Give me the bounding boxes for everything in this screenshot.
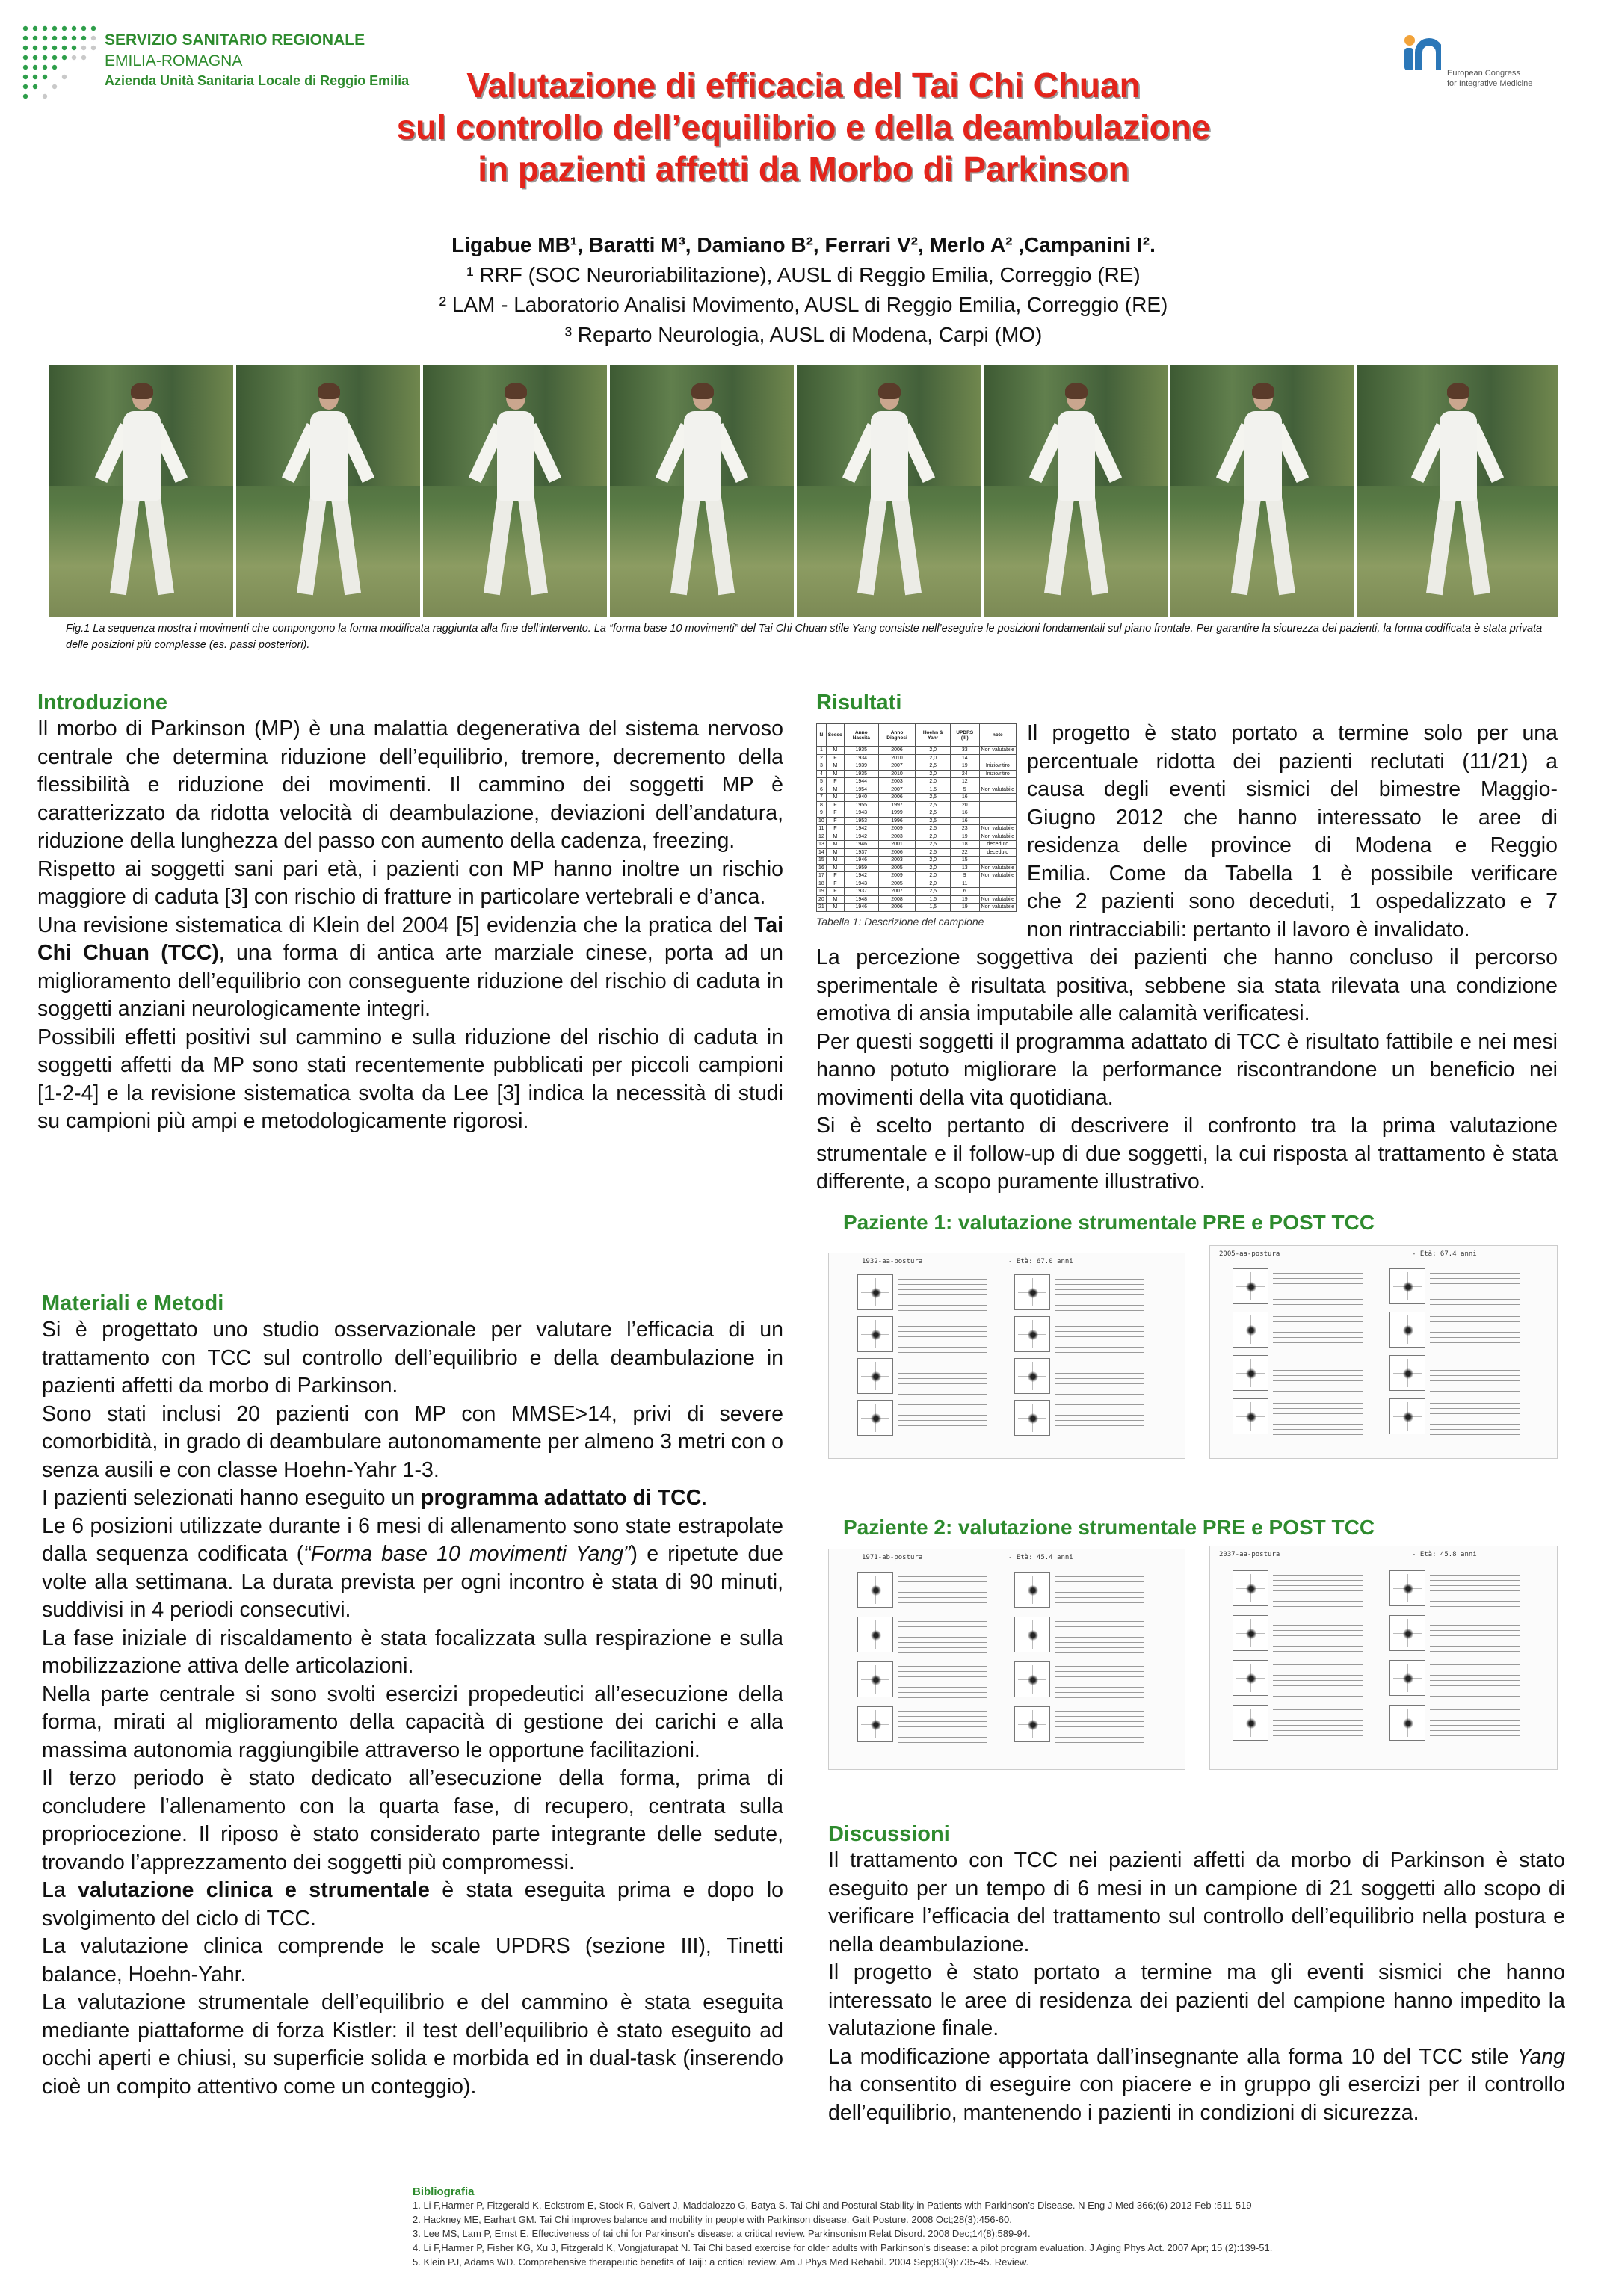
ecim-logo bbox=[1396, 30, 1568, 97]
plot-age: - Età: 67.4 anni bbox=[1412, 1250, 1477, 1258]
table-cell: F bbox=[826, 801, 844, 809]
table-cell: 2005 bbox=[878, 864, 916, 872]
table-cell: 1942 bbox=[844, 872, 878, 880]
discussion-paragraph bbox=[828, 2043, 1565, 2128]
table-cell: 2,5 bbox=[916, 801, 950, 809]
table-header-cell: Anno Diagnosi bbox=[878, 724, 916, 747]
results-line: non rintracciabili: pertanto il lavoro è invalidato. bbox=[1027, 917, 1470, 942]
plot-id: 2005-aa-postura bbox=[1219, 1250, 1280, 1258]
table-cell: 7 bbox=[817, 794, 827, 802]
table-cell: 23 bbox=[950, 825, 979, 833]
plot-age: - Età: 67.0 anni bbox=[1008, 1258, 1073, 1265]
table-cell: 18 bbox=[950, 841, 979, 849]
dot-grid-icon bbox=[21, 24, 99, 102]
table-row bbox=[817, 770, 1017, 778]
table-cell: 1997 bbox=[878, 801, 916, 809]
tai-chi-photo bbox=[797, 365, 981, 617]
table-header-row bbox=[817, 724, 1017, 747]
table-cell: M bbox=[826, 762, 844, 771]
table-row bbox=[817, 786, 1017, 794]
ecim-mark-icon bbox=[1396, 30, 1441, 75]
table-cell: M bbox=[826, 904, 844, 912]
table-cell: 19 bbox=[950, 895, 979, 904]
table-cell: 12 bbox=[817, 833, 827, 841]
table-cell: 33 bbox=[950, 747, 979, 755]
bibliography-item: 5. Klein PJ, Adams WD. Comprehensive therapeutic benefits of Taiji: a critical review. Am J Phys Med Rehabil. 2004 Sep;83(9):735-45. Review. bbox=[413, 2256, 1029, 2268]
table-cell: 1935 bbox=[844, 770, 878, 778]
table-cell bbox=[979, 801, 1016, 809]
table-cell: 2,5 bbox=[916, 817, 950, 825]
table-cell bbox=[979, 817, 1016, 825]
authors-block bbox=[224, 230, 1383, 350]
intro-body bbox=[37, 715, 783, 1136]
table-cell: Non valutabile bbox=[979, 872, 1016, 880]
table-cell: 13 bbox=[817, 841, 827, 849]
methods-heading: Materiali e Metodi bbox=[42, 1292, 224, 1315]
plot-age: - Età: 45.8 anni bbox=[1412, 1551, 1477, 1558]
table-cell: 1944 bbox=[844, 778, 878, 786]
sample-table-grid bbox=[816, 723, 1017, 912]
table-row bbox=[817, 864, 1017, 872]
results-body bbox=[816, 944, 1558, 1197]
table-caption: Tabella 1: Descrizione del campione bbox=[816, 915, 984, 928]
table-row bbox=[817, 747, 1017, 755]
table-cell: 2,5 bbox=[916, 825, 950, 833]
table-cell: 1934 bbox=[844, 754, 878, 762]
table-cell: 2007 bbox=[878, 888, 916, 896]
table-row bbox=[817, 809, 1017, 818]
results-paragraph: La percezione soggettiva dei pazienti che hanno concluso il percorso sperimentale è risultata positiva, sebbene sia stata rilevata una condizione emotiva di ansia imputabile alle calamità verificatesi. bbox=[816, 945, 1558, 1025]
sample-table bbox=[816, 723, 1017, 928]
table-row bbox=[817, 888, 1017, 896]
patient-2-title: Paziente 2: valutazione strumentale PRE e POST TCC bbox=[843, 1516, 1375, 1539]
table-cell: F bbox=[826, 872, 844, 880]
table-cell: Non valutabile bbox=[979, 833, 1016, 841]
table-row bbox=[817, 848, 1017, 857]
methods-paragraph bbox=[42, 1484, 783, 1513]
table-cell: 2,0 bbox=[916, 754, 950, 762]
results-side-text bbox=[1027, 720, 1558, 944]
table-cell: M bbox=[826, 770, 844, 778]
table-cell: 2,0 bbox=[916, 747, 950, 755]
bibliography-section bbox=[413, 2185, 1564, 2269]
table-cell: 2,0 bbox=[916, 833, 950, 841]
title-line-3: in pazienti affetti da Morbo di Parkinson bbox=[478, 149, 1129, 188]
intro-heading: Introduzione bbox=[37, 691, 167, 715]
table-cell: 16 bbox=[950, 809, 979, 818]
table-cell: Non valutabile bbox=[979, 904, 1016, 912]
table-cell: 3 bbox=[817, 762, 827, 771]
table-cell: Inizio/ritiro bbox=[979, 762, 1016, 771]
methods-paragraph: Sono stati inclusi 20 pazienti con MP con MMSE>14, privi di severe comorbidità, in grado di deambulare autonomamente per almeno 3 metri con o senza ausili e con classe Hoehn-Yahr 1-3. bbox=[42, 1401, 783, 1482]
table-row bbox=[817, 833, 1017, 841]
affiliation-2: ² LAM - Laboratorio Analisi Movimento, AUSL di Reggio Emilia, Correggio (RE) bbox=[439, 293, 1168, 316]
methods-paragraph: Il terzo periodo è stato dedicato all’esecuzione della forma, prima di concludere l’allenamento con la quarta fase, di recupero, centrata sulla propriocezione. Il riposo è stato considerato parte integrante delle sedute, trovando l’apprezzamento dei soggetti più compromessi. bbox=[42, 1766, 783, 1874]
form-name: “Forma base 10 movimenti Yang” bbox=[303, 1542, 631, 1566]
table-cell: 1,5 bbox=[916, 904, 950, 912]
bibliography-item: 1. Li F,Harmer P, Fitzgerald K, Eckstrom E, Stock R, Galvert J, Maddalozzo G, Batya S. Tai Chi and Postural Stability in Patients with Parkinson’s Disease. N Eng J Med 366;(6) 2012 Feb :511-519 bbox=[413, 2200, 1252, 2211]
methods-paragraph: Si è progettato uno studio osservazionale per valutare l’efficacia di un trattamento con TCC sul controllo dell’equilibrio e della deambulazione in pazienti affetti da morbo di Parkinson. bbox=[42, 1318, 783, 1398]
table-row bbox=[817, 825, 1017, 833]
methods-body bbox=[42, 1316, 783, 2101]
table-cell: 1955 bbox=[844, 801, 878, 809]
results-line: residenza delle province di Modena e Reggio bbox=[1027, 833, 1558, 857]
bibliography-heading: Bibliografia bbox=[413, 2185, 475, 2198]
table-cell: 18 bbox=[817, 880, 827, 888]
table-cell: Non valutabile bbox=[979, 864, 1016, 872]
table-cell: 19 bbox=[950, 904, 979, 912]
table-cell: 1,5 bbox=[916, 895, 950, 904]
table-cell: 2,5 bbox=[916, 794, 950, 802]
table-cell: 9 bbox=[950, 872, 979, 880]
table-header-cell: Sesso bbox=[826, 724, 844, 747]
table-cell: M bbox=[826, 747, 844, 755]
table-cell: M bbox=[826, 794, 844, 802]
methods-paragraph: La valutazione clinica comprende le scale UPDRS (sezione III), Tinetti balance, Hoehn-Yahr. bbox=[42, 1934, 783, 1987]
table-cell: Non valutabile bbox=[979, 747, 1016, 755]
table-cell: 1937 bbox=[844, 888, 878, 896]
table-cell: 2007 bbox=[878, 786, 916, 794]
table-cell: 2,0 bbox=[916, 864, 950, 872]
table-cell bbox=[979, 794, 1016, 802]
ssr-logo-line-2: EMILIA-ROMAGNA bbox=[105, 52, 243, 70]
table-cell: 2,5 bbox=[916, 848, 950, 857]
table-cell: F bbox=[826, 809, 844, 818]
patient-2-pre-plots bbox=[828, 1549, 1185, 1770]
table-cell: F bbox=[826, 817, 844, 825]
evaluation-term: valutazione clinica e strumentale bbox=[78, 1878, 430, 1902]
intro-paragraph: Rispetto ai soggetti sani pari età, i pazienti con MP hanno inoltre un rischio maggiore di caduta [3] con rischio di fratture in particolare vertebrali e d’anca. bbox=[37, 857, 783, 909]
table-cell: 14 bbox=[950, 754, 979, 762]
table-cell: 19 bbox=[950, 833, 979, 841]
intro-text: Una revisione sistematica di Klein del 2004 [5] evidenzia che la pratica del bbox=[37, 913, 754, 937]
plot-id: 1971-ab-postura bbox=[862, 1554, 923, 1561]
table-cell: 2008 bbox=[878, 895, 916, 904]
table-row bbox=[817, 880, 1017, 888]
table-cell: 1948 bbox=[844, 895, 878, 904]
table-cell: Non valutabile bbox=[979, 895, 1016, 904]
discussion-text: ha consentito di eseguire con piacere e in gruppo gli esercizi per il controllo dell’equilibrio, mantenendo i pazienti in condizioni di sicurezza. bbox=[828, 2073, 1565, 2125]
table-cell bbox=[979, 888, 1016, 896]
methods-paragraph bbox=[42, 1513, 783, 1625]
table-cell: 1 bbox=[817, 747, 827, 755]
table-cell: 2,0 bbox=[916, 778, 950, 786]
tai-chi-photo bbox=[49, 365, 233, 617]
table-cell: 1939 bbox=[844, 762, 878, 771]
table-cell: F bbox=[826, 888, 844, 896]
table-cell: 2003 bbox=[878, 857, 916, 865]
tai-chi-photo bbox=[610, 365, 794, 617]
results-line: percentuale ridotta dei pazienti reclutati (11/21) a bbox=[1027, 749, 1558, 774]
tai-chi-photo bbox=[984, 365, 1168, 617]
table-cell: 2,5 bbox=[916, 809, 950, 818]
table-cell: 2010 bbox=[878, 754, 916, 762]
table-row bbox=[817, 895, 1017, 904]
table-row bbox=[817, 794, 1017, 802]
table-cell: 24 bbox=[950, 770, 979, 778]
table-cell: 2006 bbox=[878, 747, 916, 755]
table-cell: 16 bbox=[817, 864, 827, 872]
table-cell: 2010 bbox=[878, 770, 916, 778]
table-cell: 1942 bbox=[844, 833, 878, 841]
table-cell: 2006 bbox=[878, 848, 916, 857]
figure-caption: Fig.1 La sequenza mostra i movimenti che compongono la forma modificata raggiunta alla fine dell’intervento. La “forma base 10 movimenti” del Tai Chi Chuan stile Yang consiste nell’eseguire le posizioni fondamentali sul piano frontale. Per garantire la sicurezza dei pazienti, la forma codificata è stata privata delle posizioni più complesse (es. passi posteriori). bbox=[66, 623, 1543, 651]
table-cell: 2009 bbox=[878, 825, 916, 833]
table-cell: 11 bbox=[950, 880, 979, 888]
methods-paragraph: Nella parte centrale si sono svolti esercizi propedeutici all’esecuzione della forma, mirati al miglioramento della capacità di gestione dei carichi e alla massima autonomia raggiungibile attraverso le opportune facilitazioni. bbox=[42, 1682, 783, 1762]
tai-chi-photo bbox=[423, 365, 607, 617]
patient-1-post-plots bbox=[1209, 1245, 1558, 1459]
intro-section bbox=[37, 691, 783, 1136]
title-line-2: sul controllo dell’equilibrio e della deambulazione bbox=[396, 108, 1211, 146]
table-cell: 2007 bbox=[878, 762, 916, 771]
table-row bbox=[817, 904, 1017, 912]
table-cell: 1935 bbox=[844, 747, 878, 755]
table-cell: 13 bbox=[950, 864, 979, 872]
table-header-cell: UPDRS (III) bbox=[950, 724, 979, 747]
discussion-heading: Discussioni bbox=[828, 1822, 950, 1846]
results-paragraph: Per questi soggetti il programma adattato di TCC è risultato fattibile e nei mesi hanno potuto migliorare la performance riscontrandone un beneficio nei movimenti della vita quotidiana. bbox=[816, 1029, 1558, 1110]
intro-text: , una forma di antica arte marziale cinese, porta ad un miglioramento dell’equilibrio con conseguente riduzione del rischio di caduta in soggetti anziani neurologicamente integri. bbox=[37, 941, 783, 1021]
table-cell: 21 bbox=[817, 904, 827, 912]
table-cell: 17 bbox=[817, 872, 827, 880]
table-cell bbox=[979, 857, 1016, 865]
discussion-text: La modificazione apportata dall’insegnante alla forma 10 del TCC stile bbox=[828, 2044, 1517, 2069]
table-cell: 2001 bbox=[878, 841, 916, 849]
table-cell: 16 bbox=[950, 817, 979, 825]
table-cell: 8 bbox=[817, 801, 827, 809]
table-cell: 2009 bbox=[878, 872, 916, 880]
style-name: Yang bbox=[1517, 2044, 1565, 2069]
table-cell: 1946 bbox=[844, 857, 878, 865]
table-row bbox=[817, 754, 1017, 762]
table-row bbox=[817, 841, 1017, 849]
intro-paragraph: Possibili effetti positivi sul cammino e sulla riduzione del rischio di caduta in soggetti affetti da MP sono stati recentemente pubblicati per piccoli campioni [1-2-4] e la revisione sistematica svolta da Lee [3] indica la necessità di studi su campioni più ampi e metodologicamente rigorosi. bbox=[37, 1025, 783, 1133]
table-cell: M bbox=[826, 857, 844, 865]
table-cell bbox=[979, 809, 1016, 818]
table-cell: Non valutabile bbox=[979, 825, 1016, 833]
table-cell: 12 bbox=[950, 778, 979, 786]
table-cell: 6 bbox=[950, 888, 979, 896]
methods-text: La bbox=[42, 1878, 78, 1902]
ssr-logo-line-1: SERVIZIO SANITARIO REGIONALE bbox=[105, 31, 365, 49]
methods-text: I pazienti selezionati hanno eseguito un bbox=[42, 1486, 422, 1510]
table-cell: 16 bbox=[950, 794, 979, 802]
table-cell: 1946 bbox=[844, 904, 878, 912]
table-cell: 1943 bbox=[844, 809, 878, 818]
results-line: Il progetto è stato portato a termine solo per una bbox=[1027, 721, 1558, 745]
table-cell: 1942 bbox=[844, 825, 878, 833]
table-cell: 2 bbox=[817, 754, 827, 762]
methods-text: Le 6 posizioni utilizzate durante i 6 mesi di allenamento sono state estrapolate dalla sequenza codificata ( bbox=[42, 1513, 783, 1566]
table-cell: M bbox=[826, 841, 844, 849]
methods-text: è stata eseguita prima e dopo lo svolgimento del ciclo di TCC. bbox=[42, 1878, 784, 1931]
plot-id: 1932-aa-postura bbox=[862, 1258, 923, 1265]
table-cell: Inizio/ritiro bbox=[979, 770, 1016, 778]
discussion-body bbox=[828, 1847, 1565, 2127]
tcc-term: Tai Chi Chuan (TCC) bbox=[37, 913, 783, 965]
table-cell: 22 bbox=[950, 848, 979, 857]
table-cell: F bbox=[826, 880, 844, 888]
table-cell: M bbox=[826, 833, 844, 841]
patient-1-title: Paziente 1: valutazione strumentale PRE e POST TCC bbox=[843, 1211, 1375, 1234]
table-cell: 5 bbox=[817, 778, 827, 786]
table-cell: 2005 bbox=[878, 880, 916, 888]
intro-paragraph: Il morbo di Parkinson (MP) è una malattia degenerativa del sistema nervoso centrale che determina riduzione dell’equilibrio, tremore, decremento della flessibilità e riduzione dei movimenti. Il cammino dei soggetti MP è caratterizzato da ridotta velocità di deambulazione, deviazioni dell’andatura, riduzione della lunghezza del passo con aumento della cadenza, freezing. bbox=[37, 717, 783, 853]
results-line: causa degli eventi sismici del bimestre Maggio- bbox=[1027, 777, 1558, 801]
table-cell bbox=[979, 754, 1016, 762]
results-line: che 2 pazienti sono deceduti, 1 ospedalizzato e 7 bbox=[1027, 889, 1558, 913]
table-cell: 4 bbox=[817, 770, 827, 778]
methods-paragraph: La valutazione strumentale dell’equilibrio e del cammino è stata eseguita mediante piattaforme di forza Kistler: il test dell’equilibrio è stato eseguito ad occhi aperti e chiusi, su superficie solida e morbida ed in dual-task (inserendo cioè un compito attentivo come un conteggio). bbox=[42, 1990, 783, 2099]
affiliation-1: ¹ RRF (SOC Neuroriabilitazione), AUSL di Reggio Emilia, Correggio (RE) bbox=[466, 263, 1141, 286]
table-row bbox=[817, 872, 1017, 880]
title-line-1: Valutazione di efficacia del Tai Chi Chuan bbox=[466, 66, 1141, 105]
methods-paragraph: La fase iniziale di riscaldamento è stata focalizzata sulla respirazione e sulla mobilizzazione attiva delle articolazioni. bbox=[42, 1626, 783, 1678]
table-cell bbox=[979, 778, 1016, 786]
table-row bbox=[817, 778, 1017, 786]
table-cell: 10 bbox=[817, 817, 827, 825]
discussion-paragraph: Il progetto è stato portato a termine ma gli eventi sismici che hanno interessato le aree di residenza dei pazienti del campione hanno impedito la valutazione finale. bbox=[828, 1960, 1565, 2040]
table-cell: 19 bbox=[817, 888, 827, 896]
table-cell: deceduto bbox=[979, 848, 1016, 857]
table-cell: F bbox=[826, 825, 844, 833]
table-cell: Non valutabile bbox=[979, 786, 1016, 794]
table-cell: M bbox=[826, 786, 844, 794]
intro-paragraph bbox=[37, 912, 783, 1024]
table-cell: 1943 bbox=[844, 880, 878, 888]
table-row bbox=[817, 762, 1017, 771]
table-cell: 1,5 bbox=[916, 786, 950, 794]
table-cell: 2,5 bbox=[916, 888, 950, 896]
table-cell: 2,0 bbox=[916, 770, 950, 778]
affiliation-3: ³ Reparto Neurologia, AUSL di Modena, Carpi (MO) bbox=[564, 323, 1043, 346]
table-cell: 1999 bbox=[878, 809, 916, 818]
table-cell bbox=[979, 880, 1016, 888]
discussion-section bbox=[828, 1822, 1565, 2127]
table-cell: 1940 bbox=[844, 794, 878, 802]
table-row bbox=[817, 857, 1017, 865]
table-cell: 1996 bbox=[878, 817, 916, 825]
poster-title bbox=[224, 64, 1383, 190]
table-row bbox=[817, 801, 1017, 809]
table-body bbox=[817, 747, 1017, 912]
results-line: Giugno 2012 che hanno interessato le aree di bbox=[1027, 805, 1558, 830]
tai-chi-photo bbox=[1170, 365, 1354, 617]
results-line: Emilia. Come da Tabella 1 è possibile verificare bbox=[1027, 861, 1558, 886]
methods-paragraph bbox=[42, 1877, 783, 1933]
table-cell: 1953 bbox=[844, 817, 878, 825]
table-cell: 1946 bbox=[844, 841, 878, 849]
ssr-logo-line-3: Azienda Unità Sanitaria Locale di Reggio Emilia bbox=[105, 73, 410, 88]
table-cell: 2,5 bbox=[916, 841, 950, 849]
results-heading: Risultati bbox=[816, 691, 902, 715]
results-paragraph: Si è scelto pertanto di descrivere il confronto tra la prima valutazione strumentale e il follow-up di due soggetti, la cui risposta al trattamento è stata differente, a scopo puramente illustrativo. bbox=[816, 1114, 1558, 1194]
table-cell: 1954 bbox=[844, 786, 878, 794]
bibliography-item: 2. Hackney ME, Earhart GM. Tai Chi improves balance and mobility in people with Parkinson disease. Gait Posture. 2008 Oct;28(3):456-60. bbox=[413, 2214, 1012, 2225]
table-cell: 2003 bbox=[878, 778, 916, 786]
bibliography-item: 4. Li F,Harmer P, Fisher KG, Xu J, Fitzgerald K, Vongjaturapat N. Tai Chi based exercise for older adults with Parkinson’s disease: a pilot program evaluation. J Aging Phys Act. 2007 Apr; 15 (2):139-51. bbox=[413, 2242, 1273, 2253]
table-cell: 20 bbox=[817, 895, 827, 904]
table-cell: 2,0 bbox=[916, 880, 950, 888]
patient-2-post-plots bbox=[1209, 1546, 1558, 1770]
methods-section bbox=[42, 1292, 783, 2101]
table-header-cell: note bbox=[979, 724, 1016, 747]
ecim-line-1: European Congress bbox=[1447, 69, 1520, 78]
table-cell: 14 bbox=[817, 848, 827, 857]
table-header-cell: N bbox=[817, 724, 827, 747]
table-cell: 9 bbox=[817, 809, 827, 818]
patient-1-pre-plots bbox=[828, 1253, 1185, 1459]
table-cell: M bbox=[826, 895, 844, 904]
table-cell: 2006 bbox=[878, 904, 916, 912]
table-cell: 5 bbox=[950, 786, 979, 794]
plot-age: - Età: 45.4 anni bbox=[1008, 1554, 1073, 1561]
table-cell: M bbox=[826, 864, 844, 872]
table-cell: deceduto bbox=[979, 841, 1016, 849]
table-cell: 2,5 bbox=[916, 762, 950, 771]
table-cell: 15 bbox=[817, 857, 827, 865]
table-cell: 1937 bbox=[844, 848, 878, 857]
methods-text: . bbox=[701, 1486, 708, 1510]
table-cell: 6 bbox=[817, 786, 827, 794]
table-cell: 15 bbox=[950, 857, 979, 865]
bibliography-item: 3. Lee MS, Lam P, Ernst E. Effectiveness of tai chi for Parkinson’s disease: a critical review. Parkinsonism Relat Disord. 2008 Dec;14(8):589-94. bbox=[413, 2228, 1031, 2239]
table-header-cell: Anno Nascita bbox=[844, 724, 878, 747]
table-cell: M bbox=[826, 848, 844, 857]
table-cell: 19 bbox=[950, 762, 979, 771]
methods-text: ) e ripetute due volte alla settimana. La durata prevista per ogni incontro è stata di 90 minuti, suddivisi in 4 periodi consecutivi. bbox=[42, 1542, 783, 1622]
ecim-line-2: for Integrative Medicine bbox=[1447, 79, 1533, 88]
table-cell: F bbox=[826, 754, 844, 762]
authors: Ligabue MB¹, Baratti M³, Damiano B², Ferrari V², Merlo A² ,Campanini I². bbox=[451, 233, 1156, 256]
table-row bbox=[817, 817, 1017, 825]
table-cell: 1959 bbox=[844, 864, 878, 872]
tai-chi-photo bbox=[1357, 365, 1558, 617]
plot-id: 2037-aa-postura bbox=[1219, 1551, 1280, 1558]
table-cell: 2006 bbox=[878, 794, 916, 802]
table-cell: 11 bbox=[817, 825, 827, 833]
tai-chi-photo bbox=[236, 365, 420, 617]
discussion-paragraph: Il trattamento con TCC nei pazienti affetti da morbo di Parkinson è stato eseguito per un tempo di 6 mesi in un campione di 21 soggetti allo scopo di verificare l’efficacia del trattamento sul controllo dell’equilibrio nella postura e nella deambulazione. bbox=[828, 1848, 1565, 1957]
table-header-cell: Hoehn & Yahr bbox=[916, 724, 950, 747]
table-cell: F bbox=[826, 778, 844, 786]
table-cell: 2,0 bbox=[916, 857, 950, 865]
table-cell: 2,0 bbox=[916, 872, 950, 880]
table-cell: 2003 bbox=[878, 833, 916, 841]
table-cell: 20 bbox=[950, 801, 979, 809]
program-term: programma adattato di TCC bbox=[421, 1486, 702, 1510]
